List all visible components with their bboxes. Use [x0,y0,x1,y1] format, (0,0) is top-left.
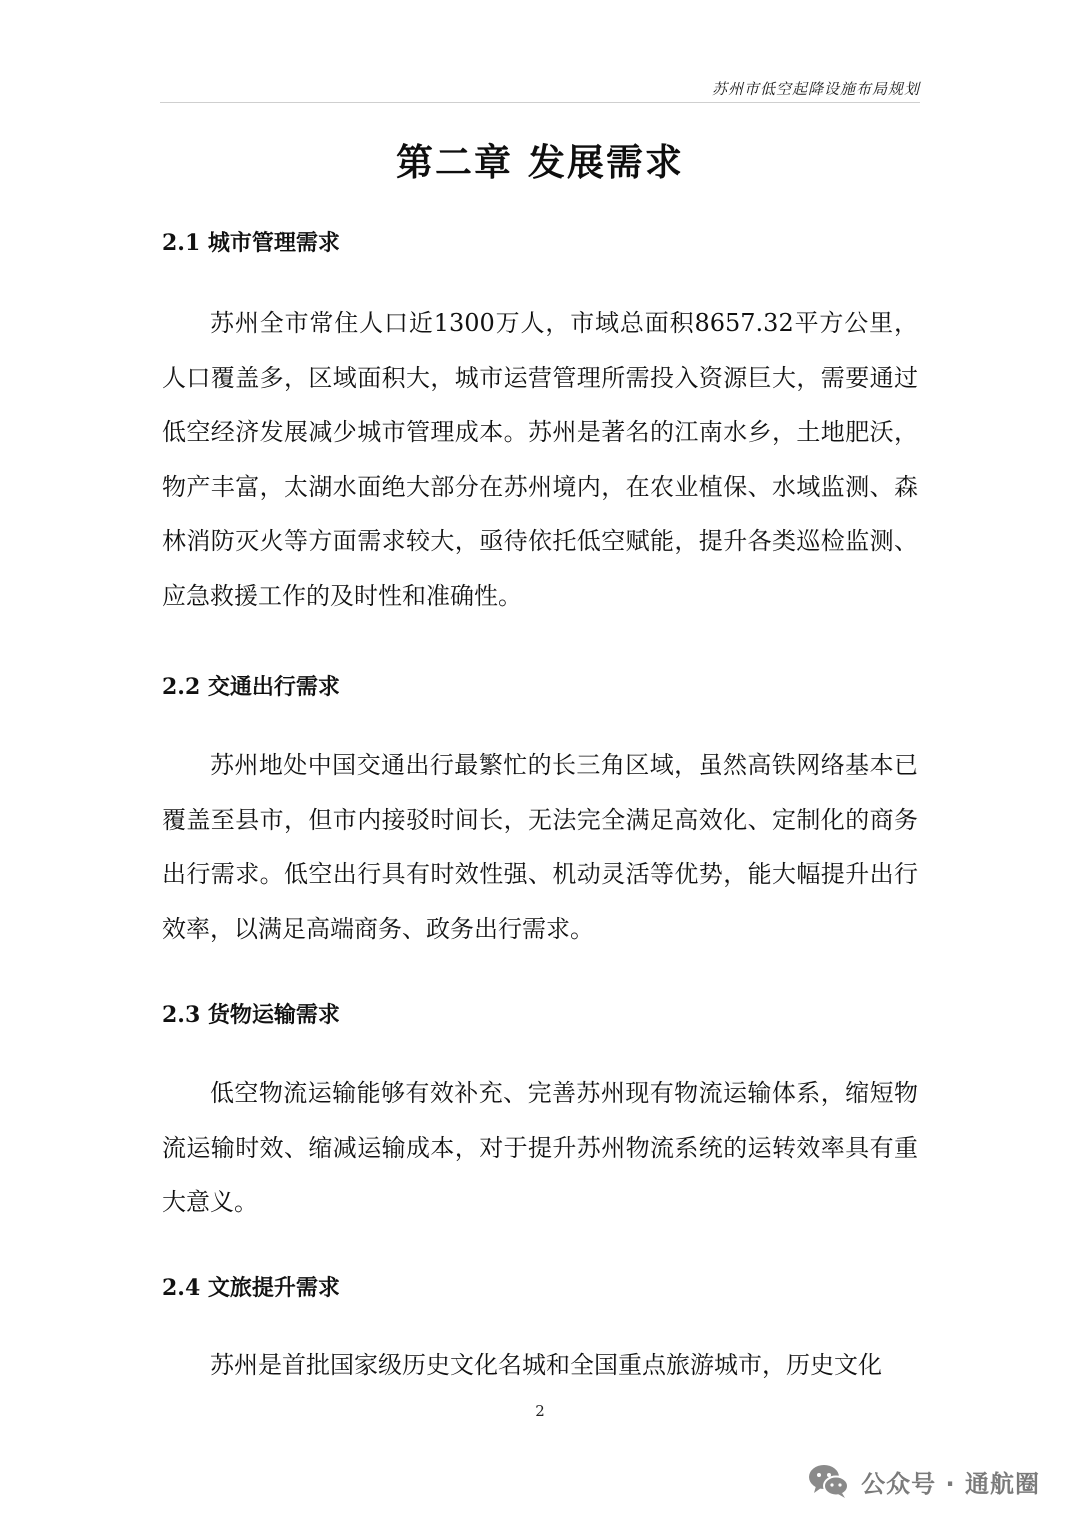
section-heading-2-1: 2.1 城市管理需求 [162,230,340,256]
running-header: 苏州市低空起降设施布局规划 [711,80,920,98]
wechat-icon [807,1462,851,1500]
watermark-text: 公众号 · 通航圈 [861,1469,1040,1498]
section-heading-2-4: 2.4 文旅提升需求 [162,1275,340,1301]
section-paragraph-2-3: 低空物流运输能够有效补充、完善苏州现有物流运输体系，缩短物流运输时效、缩减运输成本，对于提升苏州物流系统的运转效率具有重大意义。 [162,1079,918,1217]
page-number: 2 [535,1402,545,1420]
section-heading-2-3: 2.3 货物运输需求 [162,1002,340,1028]
chapter-title: 第二章 发展需求 [396,140,684,184]
section-paragraph-2-1: 苏州全市常住人口近1300万人，市域总面积8657.32平方公里，人口覆盖多，区域面积大，城市运营管理所需投入资源巨大，需要通过低空经济发展减少城市管理成本。苏州是著名的江南水乡，土地肥沃，物产丰富，太湖水面绝大部分在苏州境内，在农业植保、水域监测、森林消防灭火等方面需求较大，亟待依托低空赋能，提升各类巡检监测、应急救援工作的及时性和准确性。 [162,309,918,610]
watermark [807,1462,1040,1500]
section-paragraph-2-2: 苏州地处中国交通出行最繁忙的长三角区域，虽然高铁网络基本已覆盖至县市，但市内接驳时间长，无法完全满足高效化、定制化的商务出行需求。低空出行具有时效性强、机动灵活等优势，能大幅提升出行效率，以满足高端商务、政务出行需求。 [162,751,918,943]
section-heading-2-2: 2.2 交通出行需求 [162,674,340,700]
section-paragraph-2-4: 苏州是首批国家级历史文化名城和全国重点旅游城市，历史文化 [210,1351,882,1379]
header-rule [160,102,920,103]
